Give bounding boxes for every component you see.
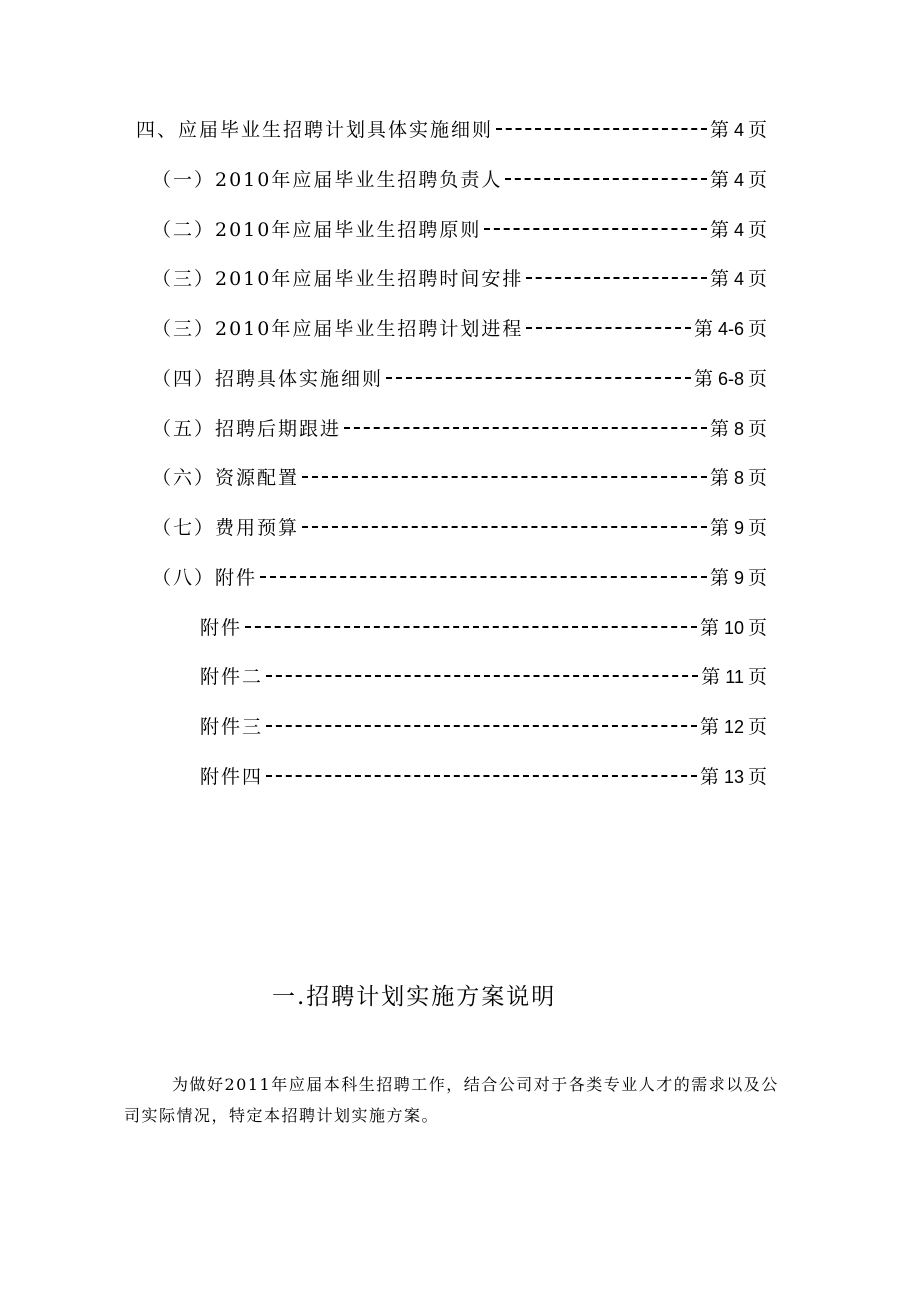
- toc-entry[interactable]: [200, 609, 768, 643]
- toc-entry[interactable]: [200, 708, 768, 742]
- toc-entry-page: 第 12 页: [699, 715, 768, 738]
- toc-entry-page: 第 4 页: [709, 168, 768, 191]
- toc-entry-page: 第 10 页: [699, 616, 768, 639]
- toc-entry-label: 四、应届毕业生招聘计划具体实施细则: [136, 118, 494, 141]
- section-heading: 一.招聘计划实施方案说明: [272, 984, 557, 1010]
- toc-leader-dashes: [245, 626, 697, 628]
- toc-leader-dashes: [496, 128, 707, 130]
- toc-entry[interactable]: [200, 758, 768, 792]
- toc-entry-label: （一）2010年应届毕业生招聘负责人: [152, 168, 503, 191]
- toc-entry-page: 第 4-6 页: [693, 317, 768, 340]
- toc-entry-page: 第 4 页: [709, 218, 768, 241]
- toc-entry-page: 第 8 页: [709, 466, 768, 489]
- toc-leader-dashes: [260, 576, 707, 578]
- toc-leader-dashes: [484, 228, 707, 230]
- toc-entry-page: 第 8 页: [709, 417, 768, 440]
- toc-entry-label: （四）招聘具体实施细则: [152, 367, 384, 390]
- toc-entry-label: （八）附件: [152, 566, 258, 589]
- toc-entry[interactable]: [200, 658, 768, 692]
- toc-leader-dashes: [266, 775, 697, 777]
- toc-entry-page: 第 6-8 页: [693, 367, 768, 390]
- toc-entry[interactable]: [152, 161, 768, 195]
- toc-leader-dashes: [302, 526, 707, 528]
- toc-entry-label: 附件二: [200, 665, 264, 688]
- toc-entry[interactable]: [152, 360, 768, 394]
- toc-entry-label: （三）2010年应届毕业生招聘计划进程: [152, 317, 524, 340]
- toc-entry[interactable]: [152, 211, 768, 245]
- toc-leader-dashes: [386, 377, 691, 379]
- toc-entry-label: （六）资源配置: [152, 466, 300, 489]
- toc-entry[interactable]: [136, 111, 768, 145]
- toc-leader-dashes: [505, 178, 707, 180]
- toc-leader-dashes: [344, 427, 707, 429]
- toc-leader-dashes: [266, 725, 697, 727]
- toc-entry[interactable]: [152, 410, 768, 444]
- toc-leader-dashes: [526, 327, 691, 329]
- toc-entry[interactable]: [152, 559, 768, 593]
- toc-entry-label: 附件: [200, 616, 243, 639]
- toc-entry-page: 第 9 页: [709, 566, 768, 589]
- toc-entry-label: （七）费用预算: [152, 516, 300, 539]
- toc-entry-page: 第 4 页: [709, 118, 768, 141]
- toc-entry-page: 第 13 页: [699, 765, 768, 788]
- toc-entry-label: 附件三: [200, 715, 264, 738]
- toc-leader-dashes: [266, 675, 698, 677]
- toc-entry[interactable]: [152, 459, 768, 493]
- toc-entry-page: 第 4 页: [709, 267, 768, 290]
- intro-paragraph: 为做好2011年应届本科生招聘工作，结合公司对于各类专业人才的需求以及公司实际情况，特定本招聘计划实施方案。: [124, 1075, 779, 1125]
- toc-leader-dashes: [526, 277, 707, 279]
- toc-entry[interactable]: [152, 260, 768, 294]
- toc-entry-page: 第 11 页: [701, 665, 768, 688]
- toc-entry[interactable]: [152, 310, 768, 344]
- toc-entry-page: 第 9 页: [709, 516, 768, 539]
- toc-entry-label: （三）2010年应届毕业生招聘时间安排: [152, 267, 524, 290]
- toc-entry-label: 附件四: [200, 765, 264, 788]
- toc-entry-label: （五）招聘后期跟进: [152, 417, 342, 440]
- toc-entry-label: （二）2010年应届毕业生招聘原则: [152, 218, 482, 241]
- toc-leader-dashes: [302, 476, 707, 478]
- toc-entry[interactable]: [152, 509, 768, 543]
